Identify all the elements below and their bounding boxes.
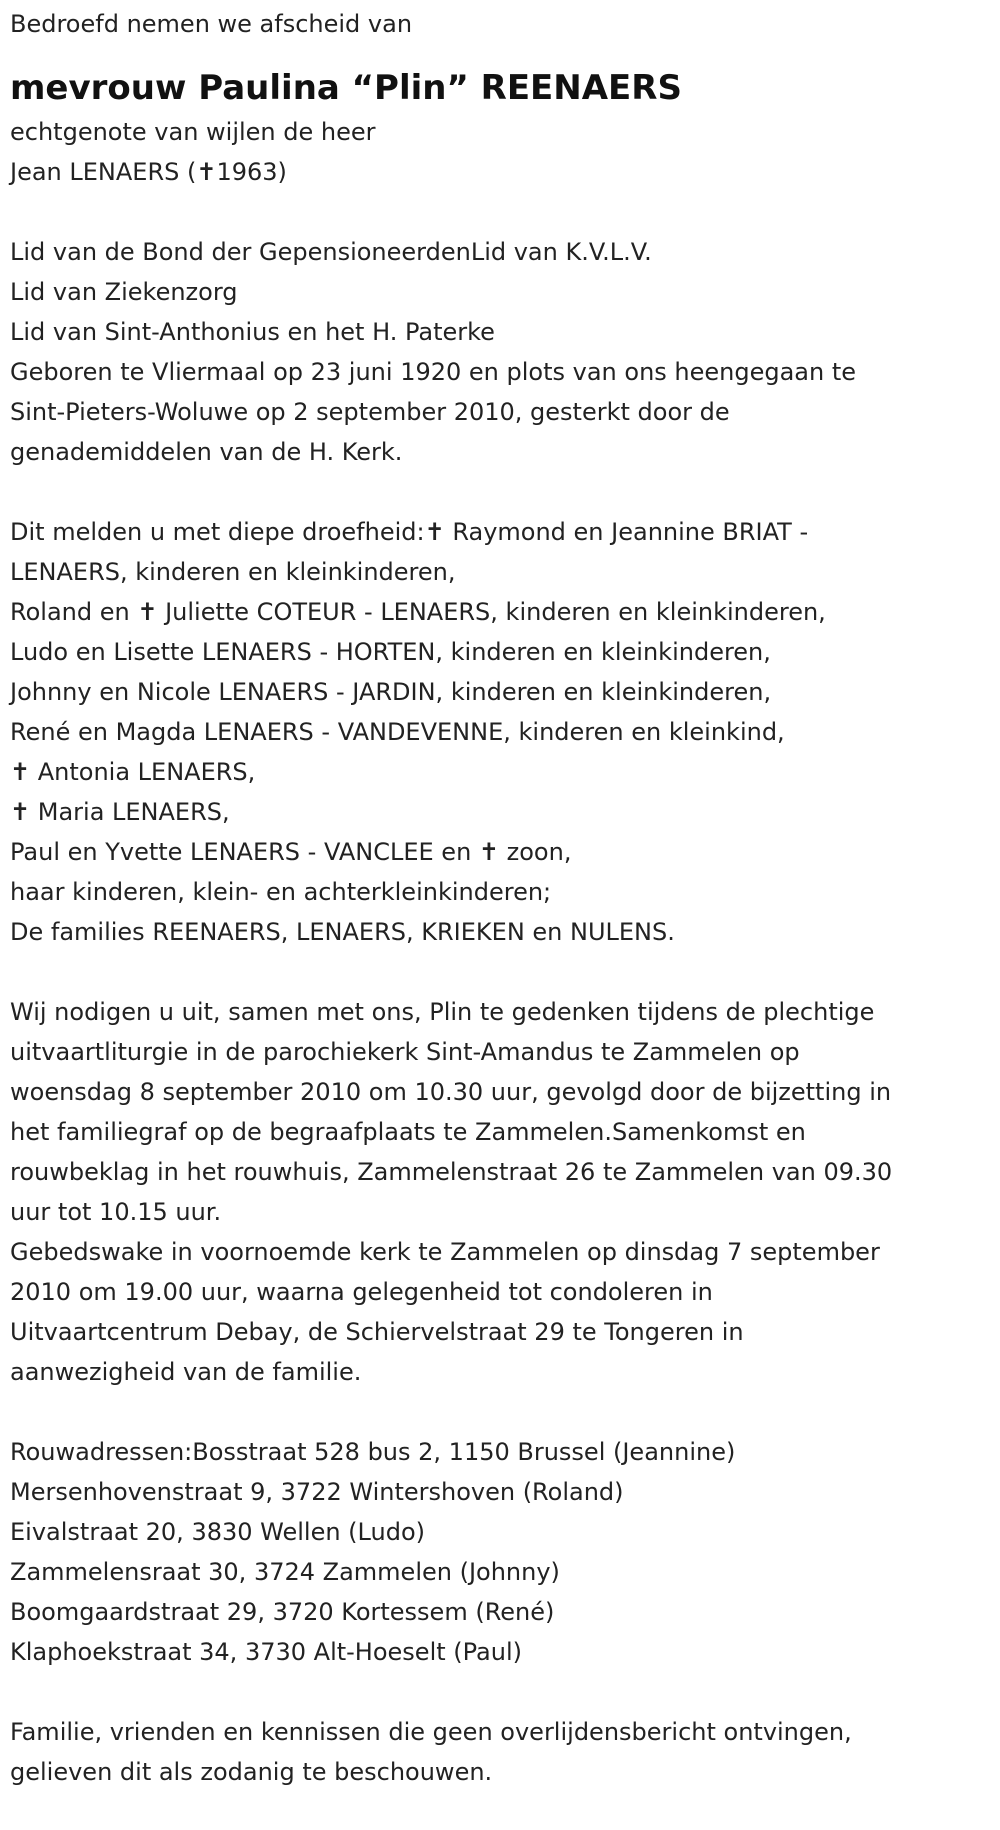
ceremony-line: Uitvaartcentrum Debay, de Schiervelstraat 29 te Tongeren in [10, 1318, 744, 1346]
ceremony-line: aanwezigheid van de familie. [10, 1358, 362, 1386]
spacer [10, 1672, 990, 1712]
family-line: LENAERS, kinderen en kleinkinderen, [10, 558, 456, 586]
address-line: Boomgaardstraat 29, 3720 Kortessem (René) [10, 1598, 555, 1626]
birth-death-line: Sint-Pieters-Woluwe op 2 september 2010, gesterkt door de [10, 398, 730, 426]
spacer [10, 952, 990, 992]
birth-death-line: Geboren te Vliermaal op 23 juni 1920 en plots van ons heengegaan te [10, 358, 857, 386]
family-line: ✝ Maria LENAERS, [10, 798, 230, 826]
family-line: haar kinderen, klein- en achterkleinkinderen; [10, 878, 552, 906]
ceremony-line: Gebedswake in voornoemde kerk te Zammelen op dinsdag 7 september [10, 1238, 880, 1266]
spacer [10, 44, 990, 64]
spouse-line: Jean LENAERS (✝1963) [10, 158, 287, 186]
address-line: Zammelensraat 30, 3724 Zammelen (Johnny) [10, 1558, 560, 1586]
ceremony-line: 2010 om 19.00 uur, waarna gelegenheid tot condoleren in [10, 1278, 713, 1306]
family-line: De families REENAERS, LENAERS, KRIEKEN en NULENS. [10, 918, 675, 946]
deceased-name: mevrouw Paulina “Plin” REENAERS [10, 68, 682, 108]
birth-death-line: genademiddelen van de H. Kerk. [10, 438, 403, 466]
family-line: Paul en Yvette LENAERS - VANCLEE en ✝ zoon, [10, 838, 572, 866]
family-line: Dit melden u met diepe droefheid:✝ Raymond en Jeannine BRIAT - [10, 518, 809, 546]
family-line: René en Magda LENAERS - VANDEVENNE, kinderen en kleinkind, [10, 718, 785, 746]
spouse-line: echtgenote van wijlen de heer [10, 118, 376, 146]
membership-line: Lid van Ziekenzorg [10, 278, 238, 306]
membership-line: Lid van Sint-Anthonius en het H. Paterke [10, 318, 495, 346]
family-line: Ludo en Lisette LENAERS - HORTEN, kinderen en kleinkinderen, [10, 638, 771, 666]
membership-line: Lid van de Bond der GepensioneerdenLid van K.V.L.V. [10, 238, 652, 266]
ceremony-line: Wij nodigen u uit, samen met ons, Plin te gedenken tijdens de plechtige [10, 998, 875, 1026]
closing-line: gelieven dit als zodanig te beschouwen. [10, 1758, 493, 1786]
spacer [10, 192, 990, 232]
closing-line: Familie, vrienden en kennissen die geen overlijdensbericht ontvingen, [10, 1718, 852, 1746]
ceremony-line: het familiegraf op de begraafplaats te Zammelen.Samenkomst en [10, 1118, 806, 1146]
ceremony-line: woensdag 8 september 2010 om 10.30 uur, gevolgd door de bijzetting in [10, 1078, 892, 1106]
family-line: Johnny en Nicole LENAERS - JARDIN, kinderen en kleinkinderen, [10, 678, 772, 706]
ceremony-line: rouwbeklag in het rouwhuis, Zammelenstraat 26 te Zammelen van 09.30 [10, 1158, 893, 1186]
spacer [10, 1392, 990, 1432]
address-line: Klaphoekstraat 34, 3730 Alt-Hoeselt (Paul) [10, 1638, 522, 1666]
address-line: Mersenhovenstraat 9, 3722 Wintershoven (Roland) [10, 1478, 624, 1506]
ceremony-line: uur tot 10.15 uur. [10, 1198, 222, 1226]
ceremony-line: uitvaartliturgie in de parochiekerk Sint-Amandus te Zammelen op [10, 1038, 800, 1066]
address-line: Rouwadressen:Bosstraat 528 bus 2, 1150 Brussel (Jeannine) [10, 1438, 736, 1466]
spacer [10, 472, 990, 512]
address-line: Eivalstraat 20, 3830 Wellen (Ludo) [10, 1518, 425, 1546]
family-line: ✝ Antonia LENAERS, [10, 758, 256, 786]
intro-text: Bedroefd nemen we afscheid van [10, 10, 413, 38]
family-line: Roland en ✝ Juliette COTEUR - LENAERS, kinderen en kleinkinderen, [10, 598, 826, 626]
